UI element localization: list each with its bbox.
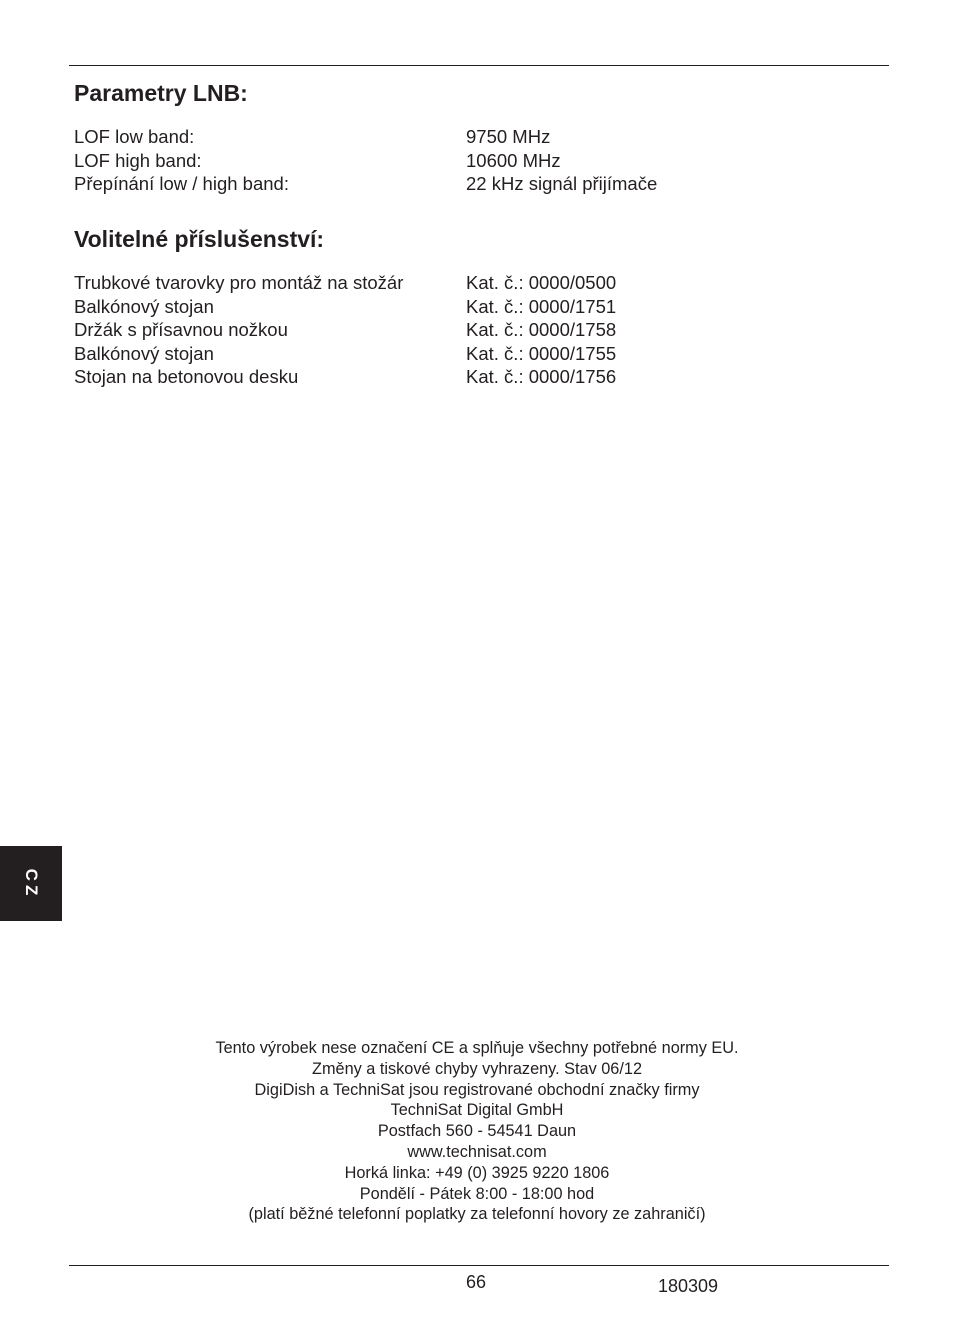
- parameter-label: LOF low band:: [74, 126, 195, 147]
- document-code: 180309: [658, 1276, 719, 1296]
- accessory-name: Trubkové tvarovky pro montáž na stožár: [74, 272, 404, 293]
- lnb-parameter-row: [74, 125, 774, 149]
- accessory-name: Stojan na betonovou desku: [74, 366, 299, 387]
- accessory-catalog-number: Kat. č.: 0000/1756: [466, 366, 617, 387]
- parameter-value: 10600 MHz: [466, 149, 561, 171]
- footer-line: Postfach 560 - 54541 Daun: [377, 1122, 577, 1141]
- top-rule: [69, 65, 889, 66]
- accessory-row: [74, 271, 774, 295]
- parameter-value: 22 kHz signál přijímače: [466, 173, 658, 194]
- accessory-catalog-number: Kat. č.: 0000/1755: [466, 342, 617, 364]
- bottom-rule: [69, 1265, 889, 1266]
- page-number: 66: [466, 1272, 487, 1292]
- parameter-value: 9750 MHz: [466, 126, 551, 147]
- footer-line: Tento výrobek nese označení CE a splňuje všechny potřebné normy EU.: [215, 1039, 739, 1057]
- footer-line: TechniSat Digital GmbH: [390, 1101, 564, 1120]
- lnb-parameters-heading: Parametry LNB:: [74, 80, 248, 106]
- accessory-catalog-number: Kat. č.: 0000/1751: [466, 295, 617, 317]
- accessory-catalog-number: Kat. č.: 0000/1758: [466, 319, 617, 340]
- accessory-name: Držák s přísavnou nožkou: [74, 319, 288, 340]
- parameter-label: LOF high band:: [74, 149, 202, 171]
- accessory-row: [74, 365, 774, 389]
- accessory-name: Balkónový stojan: [74, 342, 214, 364]
- accessory-catalog-number: Kat. č.: 0000/0500: [466, 272, 617, 293]
- accessories-table: [74, 271, 774, 389]
- footer-line: Změny a tiskové chyby vyhrazeny. Stav 06/12: [312, 1059, 642, 1078]
- lnb-parameters-table: [74, 125, 774, 196]
- footer-notice: [0, 1038, 954, 1225]
- footer-line: DigiDish a TechniSat jsou registrované obchodní značky firmy: [254, 1080, 700, 1099]
- lnb-parameter-row: [74, 172, 774, 196]
- lnb-parameter-row: [74, 149, 774, 173]
- accessories-heading: Volitelné příslušenství:: [74, 226, 325, 252]
- accessory-row: [74, 295, 774, 319]
- language-tab-label: CZ: [22, 868, 41, 899]
- footer-line: Horká linka: +49 (0) 3925 9220 1806: [344, 1163, 610, 1182]
- accessory-row: [74, 318, 774, 342]
- parameter-label: Přepínání low / high band:: [74, 173, 289, 194]
- footer-line: (platí běžné telefonní poplatky za telefonní hovory ze zahraničí): [248, 1205, 706, 1224]
- accessory-row: [74, 342, 774, 366]
- footer-line: www.technisat.com: [407, 1142, 547, 1161]
- footer-line: Pondělí - Pátek 8:00 - 18:00 hod: [359, 1184, 595, 1203]
- accessory-name: Balkónový stojan: [74, 295, 214, 317]
- language-tab: [0, 846, 62, 921]
